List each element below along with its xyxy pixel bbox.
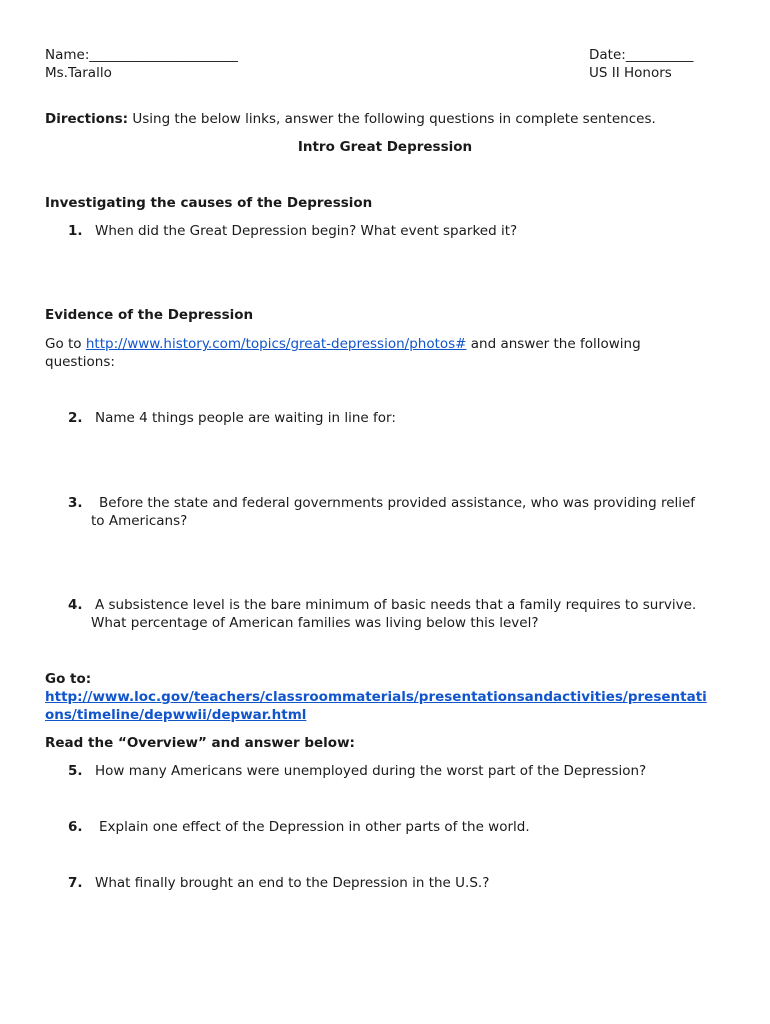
goto-label: Go to: bbox=[45, 671, 92, 687]
question-4 bbox=[68, 596, 696, 614]
section-heading-evidence: Evidence of the Depression bbox=[45, 307, 254, 323]
question-text: Before the state and federal governments provided assistance, who was providing relief bbox=[99, 495, 696, 511]
question-number: 3. bbox=[68, 495, 83, 511]
question-2 bbox=[68, 409, 396, 427]
question-1 bbox=[68, 222, 517, 240]
section-heading-causes: Investigating the causes of the Depression bbox=[45, 195, 373, 211]
question-number: 7. bbox=[68, 875, 83, 891]
question-number: 5. bbox=[68, 763, 83, 779]
question-3-line-2: to Americans? bbox=[91, 513, 188, 529]
read-overview-label: Read the “Overview” and answer below: bbox=[45, 735, 355, 751]
goto-suffix: and answer the following bbox=[466, 336, 641, 352]
teacher-name: Ms.Tarallo bbox=[45, 65, 112, 81]
question-text: A subsistence level is the bare minimum of basic needs that a family requires to survive. bbox=[95, 597, 697, 613]
date-field-label: Date:__________ bbox=[589, 47, 694, 63]
question-5 bbox=[68, 762, 646, 780]
question-7 bbox=[68, 874, 489, 892]
question-number: 1. bbox=[68, 223, 83, 239]
loc-link-line-1[interactable]: http://www.loc.gov/teachers/classroommaterials/presentationsandactivities/presentati bbox=[45, 689, 707, 705]
question-3 bbox=[68, 494, 695, 512]
goto-history-line bbox=[45, 335, 641, 353]
question-4-line-2: What percentage of American families was living below this level? bbox=[91, 615, 539, 631]
directions-label: Directions: bbox=[45, 111, 129, 127]
question-text: Explain one effect of the Depression in other parts of the world. bbox=[99, 819, 530, 835]
name-field-label: Name:______________________ bbox=[45, 47, 238, 63]
history-photos-link[interactable]: http://www.history.com/topics/great-depression/photos# bbox=[85, 336, 467, 352]
question-number: 4. bbox=[68, 597, 83, 613]
question-6 bbox=[68, 818, 530, 836]
directions-text: Using the below links, answer the following questions in complete sentences. bbox=[128, 111, 656, 127]
page-title: Intro Great Depression bbox=[297, 139, 473, 155]
question-text: When did the Great Depression begin? What event sparked it? bbox=[95, 223, 518, 239]
question-text: How many Americans were unemployed during the worst part of the Depression? bbox=[95, 763, 647, 779]
question-text: Name 4 things people are waiting in line for: bbox=[95, 410, 396, 426]
course-name: US II Honors bbox=[589, 65, 672, 81]
directions bbox=[45, 110, 656, 128]
goto-history-line-2: questions: bbox=[45, 354, 115, 370]
question-number: 2. bbox=[68, 410, 83, 426]
goto-prefix: Go to bbox=[45, 336, 86, 352]
loc-link-line-2[interactable]: ons/timeline/depwwii/depwar.html bbox=[45, 707, 307, 723]
question-text: What finally brought an end to the Depression in the U.S.? bbox=[95, 875, 490, 891]
question-number: 6. bbox=[68, 819, 83, 835]
